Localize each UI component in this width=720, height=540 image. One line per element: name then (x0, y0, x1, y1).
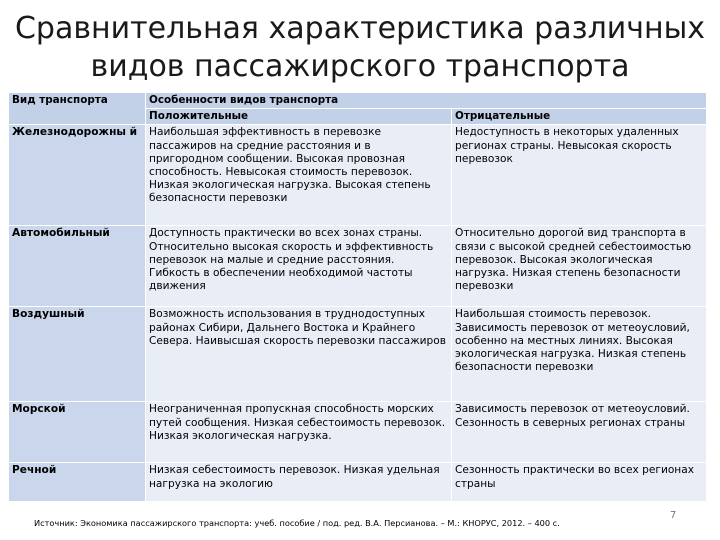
cell-positive: Низкая себестоимость перевозок. Низкая удельная нагрузка на экологию (146, 463, 452, 502)
header-negative: Отрицательные (452, 109, 707, 125)
cell-transport-type: Морской (9, 402, 146, 463)
table-row-sea (9, 402, 707, 463)
page-number: 7 (670, 510, 677, 521)
cell-transport-type: Воздушный (9, 307, 146, 402)
cell-negative: Сезонность практически во всех регионах страны (452, 463, 707, 502)
table-row-air (9, 307, 707, 402)
cell-transport-type: Железнодорожны й (9, 125, 146, 226)
cell-positive: Неограниченная пропускная способность морских путей сообщения. Низкая себестоимость перевозок. Низкая экологическая нагрузка. (146, 402, 452, 463)
header-positive: Положительные (146, 109, 452, 125)
cell-transport-type: Речной (9, 463, 146, 502)
source-note: Источник: Экономика пассажирского транспорта: учеб. пособие / под. ред. В.А. Персианова. – М.: КНОРУС, 2012. – 400 с. (34, 518, 560, 528)
header-features-group: Особенности видов транспорта (146, 93, 707, 109)
header-row-1 (9, 93, 707, 109)
comparison-table (8, 92, 707, 502)
table-row-river (9, 463, 707, 502)
cell-positive: Возможность использования в труднодоступных районах Сибири, Дальнего Востока и Крайнего Севера. Наивысшая скорость перевозки пассажиров (146, 307, 452, 402)
cell-negative: Наибольшая стоимость перевозок. Зависимость перевозок от метеоусловий, особенно на местных линиях. Высокая экологическая нагрузка. Низкая степень безопасности перевозки (452, 307, 707, 402)
cell-negative: Относительно дорогой вид транспорта в связи с высокой средней себестоимостью перевозок. Высокая экологическая нагрузка. Низкая степень безопасности перевозки (452, 226, 707, 307)
header-transport-type: Вид транспорта (9, 93, 146, 125)
cell-negative: Зависимость перевозок от метеоусловий. Сезонность в северных регионах страны (452, 402, 707, 463)
cell-positive: Наибольшая эффективность в перевозке пассажиров на средние расстояния и в пригородном сообщении. Высокая провозная способность. Невысокая стоимость перевозок. Низкая экологическая нагрузка. Высокая степень безопасности перевозки (146, 125, 452, 226)
slide-title: Сравнительная характеристика различных видов пассажирского транспорта (14, 11, 706, 84)
table-row-railway (9, 125, 707, 226)
table-row-automobile (9, 226, 707, 307)
cell-negative: Недоступность в некоторых удаленных регионах страны. Невысокая скорость перевозок (452, 125, 707, 226)
cell-positive: Доступность практически во всех зонах страны. Относительно высокая скорость и эффективность перевозок на малые и средние расстояния. Гибкость в обеспечении необходимой частоты движения (146, 226, 452, 307)
cell-transport-type: Автомобильный (9, 226, 146, 307)
